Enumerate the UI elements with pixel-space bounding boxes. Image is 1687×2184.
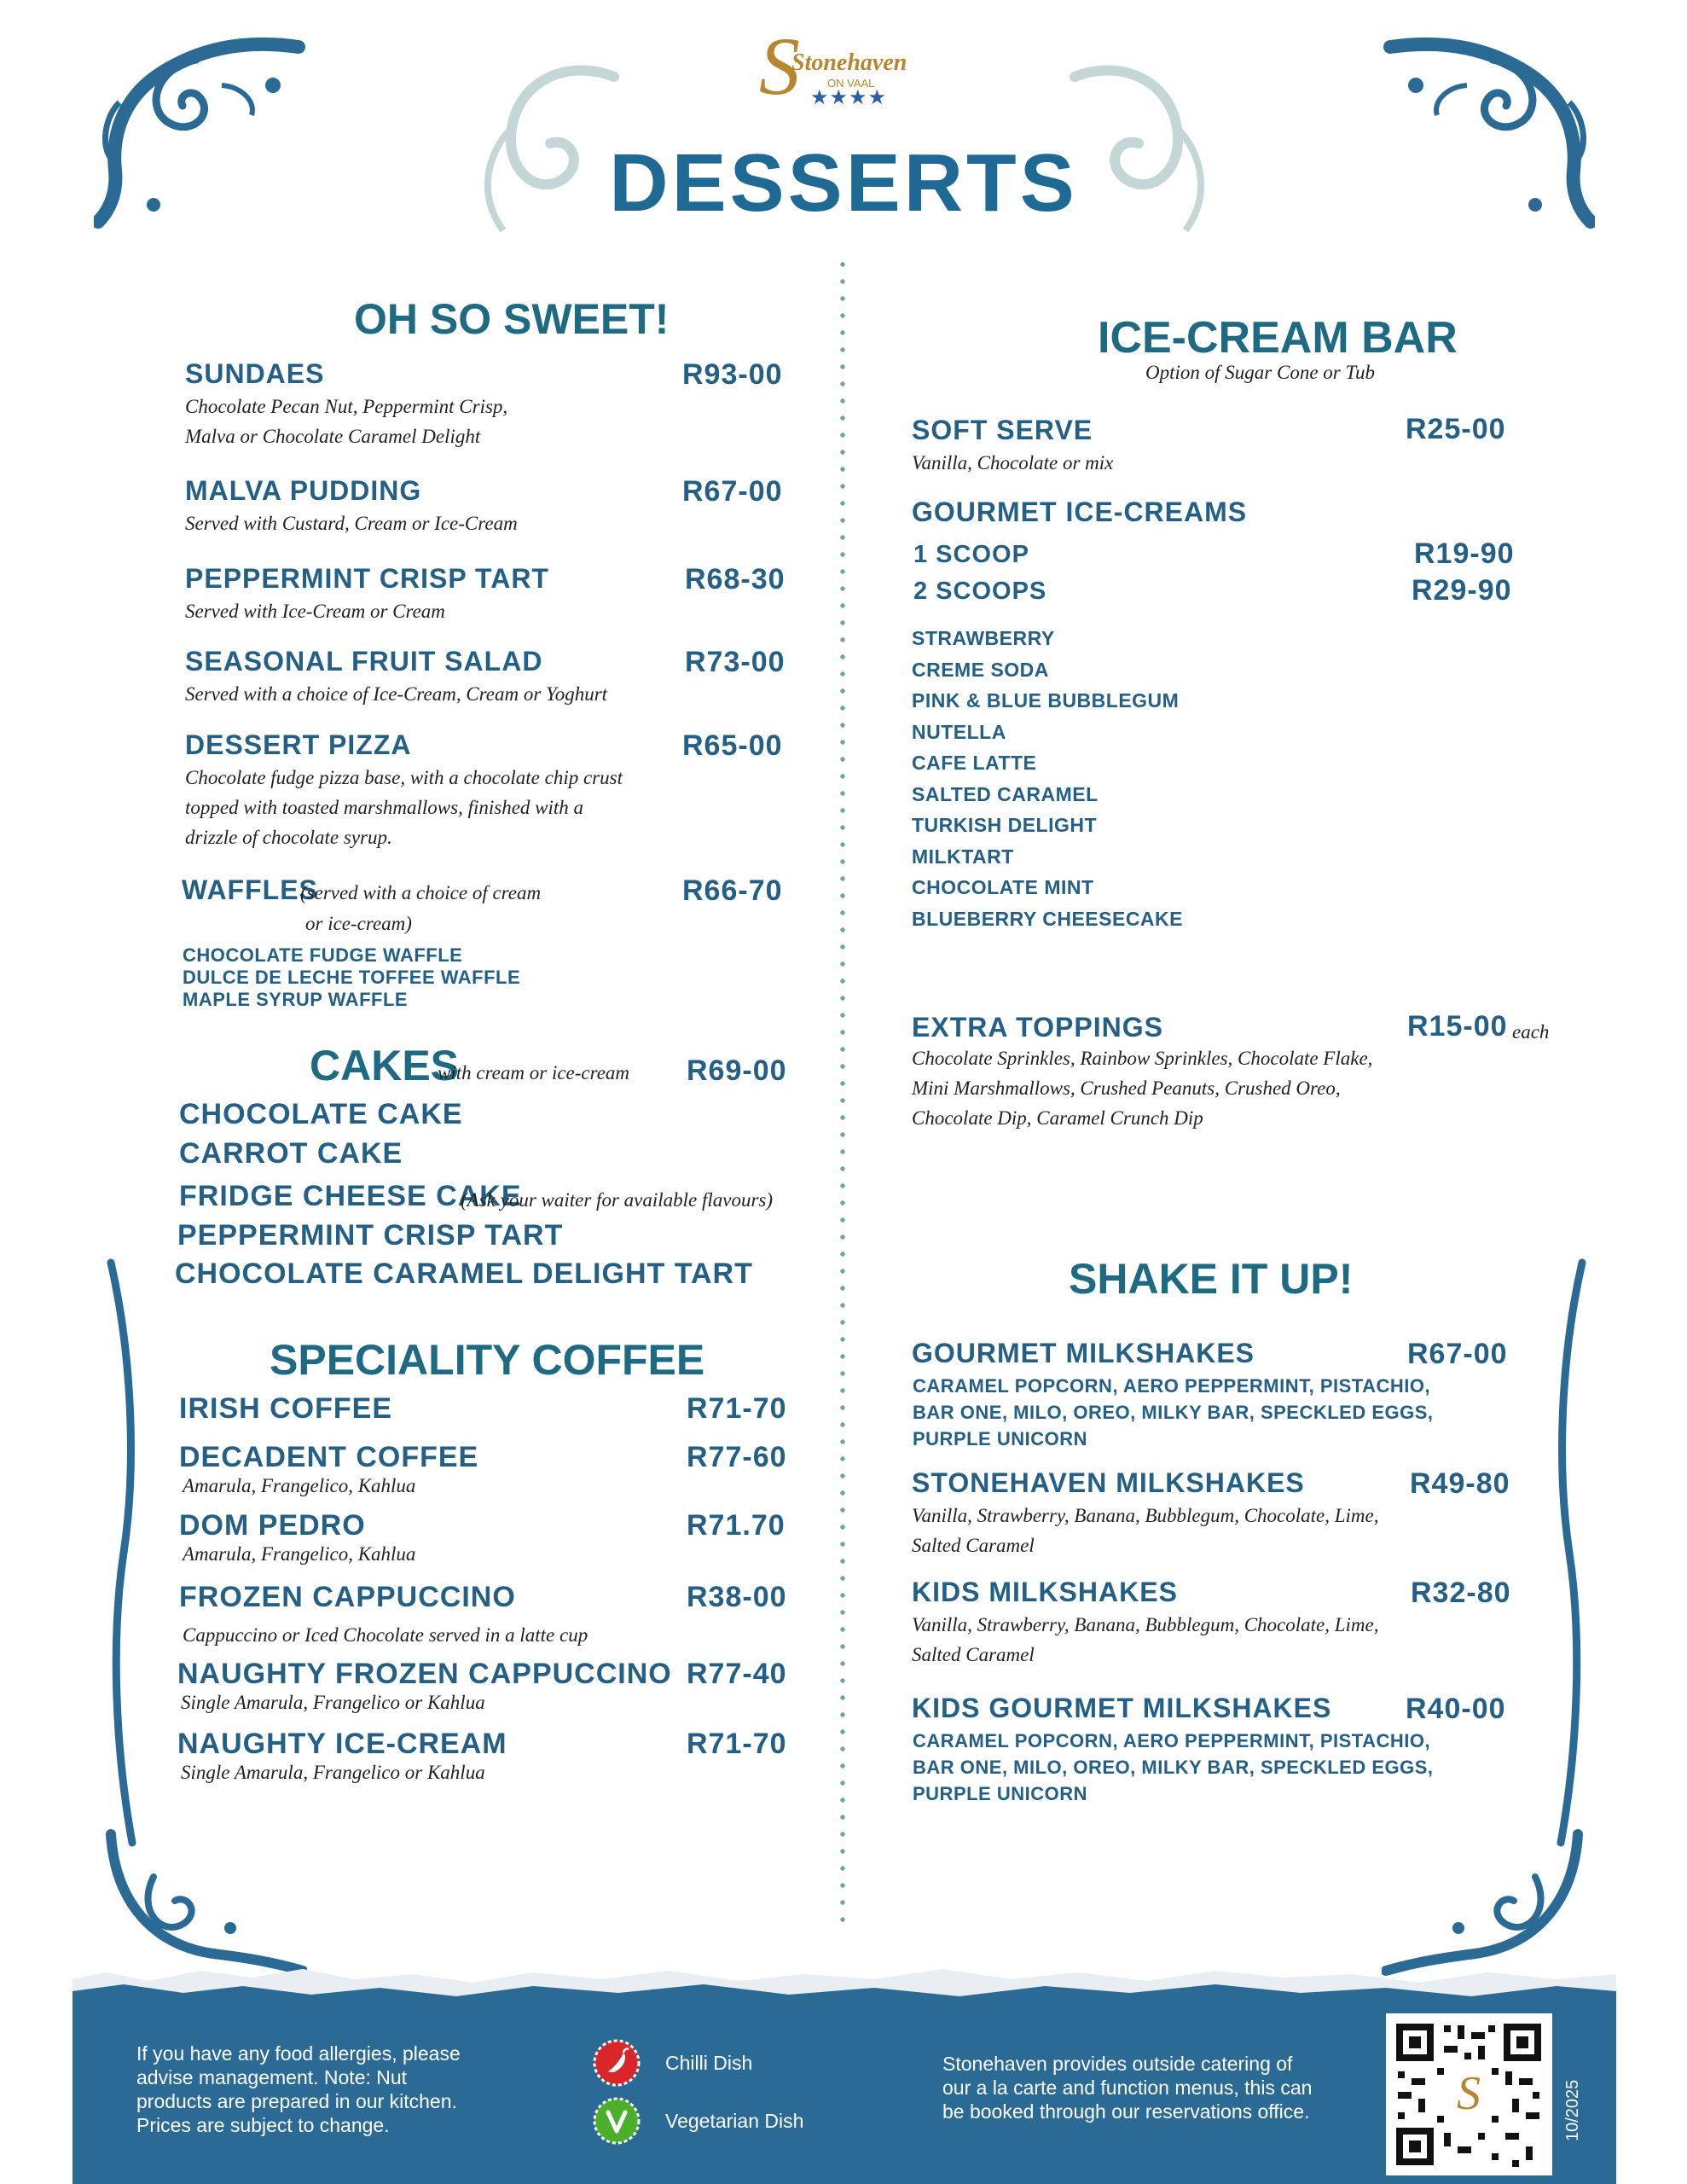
- menu-date: 10/2025: [1563, 2079, 1582, 2141]
- menu-item-name: MALVA PUDDING: [185, 475, 422, 506]
- fridge-cheese-cake-note: (Ask your waiter for available flavours): [461, 1189, 774, 1211]
- cake-item: CARROT CAKE: [179, 1137, 403, 1170]
- menu-item-name: PEPPERMINT CRISP TART: [185, 563, 549, 594]
- side-border-right-icon: [1544, 1254, 1595, 1851]
- menu-item-desc: Vanilla, Strawberry, Banana, Bubblegum, Chocolate, Lime,: [912, 1505, 1379, 1526]
- ice-cream-bar-subtitle: Option of Sugar Cone or Tub: [1145, 362, 1376, 383]
- menu-item-desc: Amarula, Frangelico, Kahlua: [183, 1543, 416, 1565]
- svg-text:S: S: [1457, 2067, 1481, 2120]
- menu-item-name: NAUGHTY FROZEN CAPPUCCINO: [177, 1658, 672, 1690]
- menu-item-price: R71-70: [687, 1728, 787, 1760]
- menu-item-price: R77-60: [687, 1441, 787, 1473]
- menu-item-desc: drizzle of chocolate syrup.: [185, 827, 392, 848]
- soft-serve-name: SOFT SERVE: [912, 415, 1093, 445]
- torn-paper-edge: [72, 1954, 1616, 2005]
- menu-item-desc: BAR ONE, MILO, OREO, MILKY BAR, SPECKLED EGGS,: [913, 1757, 1434, 1778]
- menu-item-price: R71.70: [687, 1509, 786, 1542]
- menu-item-price: R40-00: [1406, 1693, 1506, 1725]
- menu-item-desc: Served with Ice-Cream or Cream: [185, 601, 445, 622]
- column-divider: [840, 256, 845, 1928]
- menu-item-price: R49-80: [1410, 1467, 1510, 1500]
- catering-notice-line: be booked through our reservations office.: [942, 2100, 1310, 2123]
- menu-item-desc: topped with toasted marshmallows, finished with a: [185, 797, 584, 818]
- menu-item-price: R32-80: [1411, 1577, 1511, 1609]
- scoop-price: R19-90: [1414, 537, 1515, 570]
- menu-item-desc: Chocolate Pecan Nut, Peppermint Crisp,: [185, 396, 508, 417]
- menu-item-desc: CARAMEL POPCORN, AERO PEPPERMINT, PISTACHIO,: [913, 1730, 1431, 1751]
- page-title: DESSERTS: [609, 137, 1078, 229]
- logo-s-icon: S: [759, 20, 800, 112]
- section-title-ice-cream-bar: ICE-CREAM BAR: [1098, 313, 1458, 363]
- menu-item-desc: Served with a choice of Ice-Cream, Cream or Yoghurt: [185, 683, 608, 705]
- menu-item-price: R67-00: [1407, 1338, 1508, 1370]
- section-title-speciality-coffee: SPECIALITY COFFEE: [270, 1336, 705, 1384]
- menu-item-desc: Single Amarula, Frangelico or Kahlua: [181, 1692, 485, 1713]
- extra-toppings-name: EXTRA TOPPINGS: [912, 1012, 1163, 1043]
- qr-code[interactable]: [1386, 2013, 1552, 2175]
- section-title-cakes: CAKES: [310, 1042, 460, 1089]
- flavour-item: CHOCOLATE MINT: [912, 876, 1094, 898]
- menu-item-desc: Amarula, Frangelico, Kahlua: [183, 1475, 416, 1496]
- catering-notice-line: our a la carte and function menus, this can: [942, 2077, 1313, 2099]
- flavour-item: BLUEBERRY CHEESECAKE: [912, 907, 1183, 930]
- extra-toppings-desc-line: Mini Marshmallows, Crushed Peanuts, Crushed Oreo,: [912, 1077, 1341, 1099]
- waffles-name: WAFFLES: [182, 874, 318, 905]
- menu-item-desc: BAR ONE, MILO, OREO, MILKY BAR, SPECKLED EGGS,: [913, 1402, 1434, 1423]
- menu-item-price: R77-40: [687, 1658, 787, 1690]
- cake-item: FRIDGE CHEESE CAKE: [179, 1180, 522, 1212]
- section-title-oh-so-sweet: OH SO SWEET!: [354, 295, 670, 343]
- vegetarian-icon: [593, 2097, 641, 2145]
- side-border-left-icon: [98, 1254, 149, 1851]
- gourmet-ice-creams-name: GOURMET ICE-CREAMS: [912, 497, 1248, 527]
- menu-item-price: R71-70: [687, 1392, 787, 1425]
- soft-serve-price: R25-00: [1406, 413, 1506, 445]
- menu-item-name: DOM PEDRO: [179, 1509, 366, 1542]
- menu-item-name: DESSERT PIZZA: [185, 729, 412, 760]
- allergy-notice-line: advise management. Note: Nut: [136, 2066, 408, 2088]
- flavour-item: CAFE LATTE: [912, 752, 1037, 774]
- legend-vegetarian-label: Vegetarian Dish: [665, 2110, 804, 2132]
- soft-serve-desc: Vanilla, Chocolate or mix: [912, 452, 1114, 473]
- menu-item-desc: Single Amarula, Frangelico or Kahlua: [181, 1762, 485, 1783]
- menu-item-desc: Served with Custard, Cream or Ice-Cream: [185, 513, 518, 534]
- waffle-option: MAPLE SYRUP WAFFLE: [183, 989, 409, 1010]
- menu-item-desc: Salted Caramel: [912, 1644, 1035, 1665]
- menu-item-name: IRISH COFFEE: [179, 1392, 393, 1425]
- allergy-notice-line: products are prepared in our kitchen.: [136, 2090, 457, 2112]
- cake-item: CHOCOLATE CARAMEL DELIGHT TART: [175, 1258, 753, 1290]
- menu-item-name: NAUGHTY ICE-CREAM: [177, 1728, 507, 1760]
- flavour-item: MILKTART: [912, 845, 1014, 868]
- menu-item-name: DECADENT COFFEE: [179, 1441, 479, 1473]
- cakes-note: with cream or ice-cream: [438, 1062, 630, 1083]
- menu-item-name: FROZEN CAPPUCCINO: [179, 1581, 516, 1613]
- flavour-item: CREME SODA: [912, 658, 1049, 681]
- flavour-item: NUTELLA: [912, 720, 1006, 743]
- cakes-price: R69-00: [687, 1054, 787, 1087]
- allergy-notice-line: If you have any food allergies, please: [136, 2042, 461, 2065]
- menu-item-price: R65-00: [682, 729, 783, 762]
- cake-item: PEPPERMINT CRISP TART: [177, 1219, 564, 1252]
- extra-toppings-each: each: [1512, 1021, 1550, 1043]
- scoop-option: 1 SCOOP: [913, 541, 1029, 568]
- allergy-notice-line: Prices are subject to change.: [136, 2114, 390, 2136]
- menu-item-desc: CARAMEL POPCORN, AERO PEPPERMINT, PISTACHIO,: [913, 1375, 1431, 1397]
- flavour-item: TURKISH DELIGHT: [912, 814, 1098, 836]
- legend-chilli-label: Chilli Dish: [665, 2052, 753, 2074]
- menu-item-name: SEASONAL FRUIT SALAD: [185, 646, 543, 677]
- catering-notice-line: Stonehaven provides outside catering of: [942, 2053, 1293, 2075]
- menu-item-desc: Salted Caramel: [912, 1535, 1035, 1556]
- waffles-price: R66-70: [682, 874, 783, 907]
- waffle-option: DULCE DE LECHE TOFFEE WAFFLE: [183, 967, 521, 988]
- extra-toppings-desc-line: Chocolate Sprinkles, Rainbow Sprinkles, Chocolate Flake,: [912, 1048, 1373, 1069]
- flavour-item: SALTED CARAMEL: [912, 782, 1099, 805]
- scoop-price: R29-90: [1412, 574, 1512, 607]
- menu-item-name: SUNDAES: [185, 358, 325, 389]
- menu-item-name: STONEHAVEN MILKSHAKES: [912, 1467, 1305, 1498]
- extra-toppings-desc-line: Chocolate Dip, Caramel Crunch Dip: [912, 1107, 1203, 1129]
- flavour-item: STRAWBERRY: [912, 627, 1055, 649]
- section-title-shake-it-up: SHAKE IT UP!: [1069, 1255, 1354, 1303]
- menu-item-name: GOURMET MILKSHAKES: [912, 1338, 1255, 1368]
- waffle-option: CHOCOLATE FUDGE WAFFLE: [183, 944, 463, 966]
- cake-item: CHOCOLATE CAKE: [179, 1098, 463, 1130]
- menu-item-price: R68-30: [685, 563, 786, 595]
- menu-item-desc: PURPLE UNICORN: [913, 1783, 1088, 1804]
- brand-name: Stonehaven: [791, 49, 907, 76]
- chilli-icon: [593, 2039, 641, 2087]
- menu-item-desc: PURPLE UNICORN: [913, 1428, 1088, 1449]
- menu-item-price: R73-00: [685, 646, 786, 678]
- flavour-item: PINK & BLUE BUBBLEGUM: [912, 689, 1180, 712]
- brand-stars: ★★★★: [810, 86, 888, 109]
- menu-item-name: KIDS MILKSHAKES: [912, 1577, 1178, 1607]
- menu-item-price: R67-00: [682, 475, 783, 508]
- menu-item-desc: Vanilla, Strawberry, Banana, Bubblegum, Chocolate, Lime,: [912, 1614, 1379, 1635]
- menu-item-price: R38-00: [687, 1581, 787, 1613]
- menu-item-price: R93-00: [682, 358, 783, 391]
- menu-item-name: KIDS GOURMET MILKSHAKES: [912, 1693, 1332, 1723]
- waffles-note-1: (served with a choice of cream: [300, 882, 542, 903]
- brand-sub: ON VAAL: [827, 77, 875, 90]
- waffles-note-2: or ice-cream): [305, 913, 412, 934]
- menu-item-desc: Chocolate fudge pizza base, with a chocolate chip crust: [185, 767, 623, 788]
- qr-code-icon: [1386, 2013, 1552, 2175]
- extra-toppings-price: R15-00: [1407, 1010, 1508, 1043]
- menu-item-desc: Malva or Chocolate Caramel Delight: [185, 426, 481, 447]
- scoop-option: 2 SCOOPS: [913, 578, 1047, 605]
- brand-logo: [759, 20, 930, 112]
- menu-item-desc: Cappuccino or Iced Chocolate served in a latte cup: [183, 1624, 588, 1646]
